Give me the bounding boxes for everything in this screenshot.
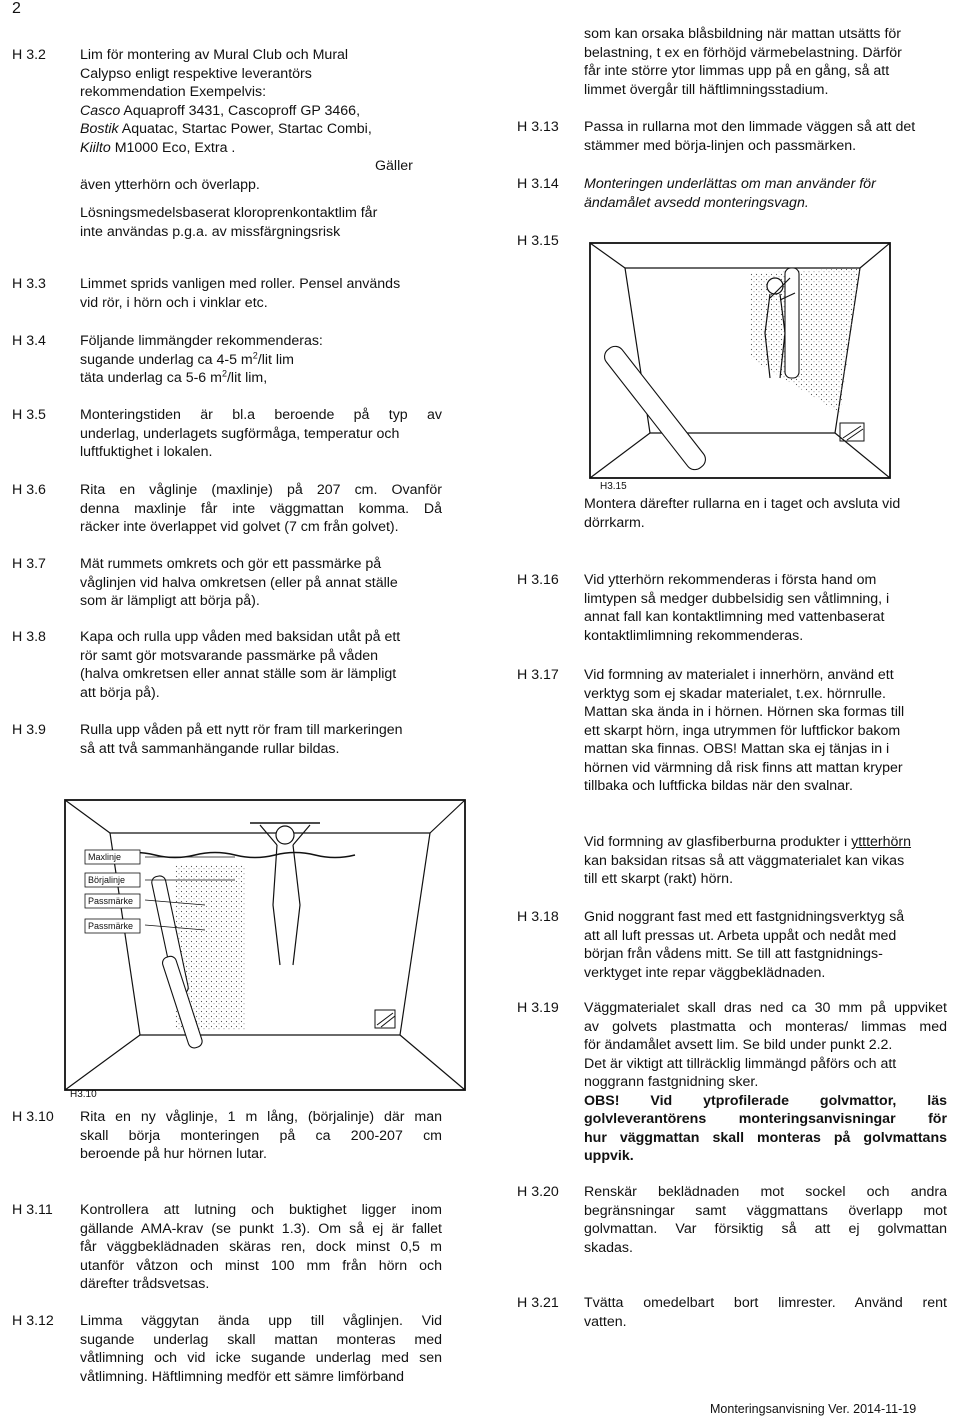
footer-version: Monteringsanvisning Ver. 2014-11-19 (710, 1402, 917, 1416)
section-label-h312: H 3.12 (12, 1313, 54, 1329)
section-h321-text: Tvätta omedelbart bort limrester. Använd rent vatten. (584, 1295, 947, 1330)
section-h311-text: Kontrollera att lutning och buktighet ligger inom gällande AMA-krav (se punkt 1.3). Om så ej är fallet får väggbeklädnaden skäras ren, dock minst 0,5 m utanför våtzon och minst 100 mm från hörn och därefter trådsvetsas. (80, 1202, 442, 1292)
section-label-h34: H 3.4 (12, 333, 46, 349)
fig310-label-passmarke-2: Passmärke (88, 921, 134, 931)
section-h33-text: Limmet sprids vanligen med roller. Pensel används vid rör, i hörn och i vinklar etc. (80, 276, 401, 311)
page-number: 2 (12, 0, 21, 17)
section-label-h318: H 3.18 (517, 909, 559, 925)
section-label-h32: H 3.2 (12, 47, 46, 63)
section-label-h39: H 3.9 (12, 722, 46, 738)
section-label-h317: H 3.17 (517, 667, 559, 683)
glasfiber-text: Vid formning av glasfiberburna produkter i yttterhörn kan baksidan ritsas så att väggmaterialet kan vikas till ett skarpt (rakt) hörn. (584, 834, 912, 887)
section-h39-text: Rulla upp våden på ett nytt rör fram till markeringen så att två sammanhängande rullar bildas. (80, 722, 403, 757)
fig310-label-maxlinje: Maxlinje (88, 852, 122, 862)
section-label-h320: H 3.20 (517, 1184, 559, 1200)
section-label-h316: H 3.16 (517, 572, 559, 588)
section-label-h313: H 3.13 (517, 119, 559, 135)
section-h319-text: Väggmaterialet skall dras ned ca 30 mm på uppviket av golvets plastmatta och monteras/ limmas med för ändamålet avsett lim. Se bild under punkt 2.2. Det är viktigt att tillräcklig limmängd påförs och att noggrann fastgnidning sker. OBS! Vid ytprofilerade golvmattor, läs golvleverantörens monteringsanvisningar för hur väggmattan skall monteras på golvmattans uppvik. (584, 1000, 947, 1164)
section-h316-text: Vid ytterhörn rekommenderas i första hand om limtypen så medger dubbelsidig sen våtlimning, i annat fall kan kontaktlimning med vattenbaserat kontaktlimlimning rekommenderas. (584, 572, 890, 644)
continued-text: som kan orsaka blåsbildning när mattan utsätts för belastning, t ex en förhöjd värmebelastning. Därför får inte större ytor limmas upp på en gång, så att limmet övergår till häftlimningsstadium. (584, 26, 902, 98)
section-h310-text: Rita en ny våglinje, 1 m lång, (börjalinje) där man skall börja monteringen på ca 200-207 cm beroende på hur hörnen lutar. (80, 1109, 442, 1162)
section-label-h33: H 3.3 (12, 276, 46, 292)
section-label-h319: H 3.19 (517, 1000, 559, 1016)
section-h34-text: Följande limmängder rekommenderas: sugande underlag ca 4-5 $m^2$/lit lim täta underlag ca 5-6 $m^2$/lit lim, (80, 333, 323, 386)
section-label-h321: H 3.21 (517, 1295, 559, 1311)
section-h38-text: Kapa och rulla upp våden med baksidan utåt på ett rör samt gör motsvarande passmärke på våden (halva omkretsen eller annat ställe som är lämpligt att börja på). (80, 629, 401, 701)
section-label-h314: H 3.14 (517, 176, 559, 192)
section-label-h37: H 3.7 (12, 556, 46, 572)
section-h35-text: Monteringstiden är bl.a beroende på typ av underlag, underlagets sugförmåga, temperatur och luftfuktighet i lokalen. (80, 407, 442, 460)
section-h314-text: Monteringen underlättas om man använder för ändamålet avsedd monteringsvagn. (584, 176, 876, 211)
section-label-h310: H 3.10 (12, 1109, 54, 1125)
section-h32-text: Lim för montering av Mural Club och Mural Calypso enligt respektive leverantörs rekommendation Exempelvis: Casco Aquaproff 3431, Cascoproff GP 3466, Bostik Aquatac, Startac Power, Startac Combi, Kiilto M1000 Eco, Extra . Gäller även ytterhörn och överlapp. Lösningsmedelsbaserat kloroprenkontaktlim får inte användas p.g.a. av missfärgningsrisk (80, 47, 413, 240)
section-h37-text: Mät rummets omkrets och gör ett passmärke på våglinjen vid halva omkretsen (eller på annat ställe som är lämpligt att börja på). (80, 556, 398, 609)
section-h320-text: Renskär beklädnaden mot sockel och andra begränsningar samt väggmattans överlapp mot golvmattan. Var försiktig så att ej golvmattan skadas. (584, 1184, 947, 1256)
section-h313-text: Passa in rullarna mot den limmade väggen så att det stämmer med börja-linjen och passmärken. (584, 119, 916, 154)
fig310-label-passmarke-1: Passmärke (88, 896, 134, 906)
section-h312-text: Limma väggytan ända upp till våglinjen. Vid sugande underlag skall mattan monteras med våtlimning och vid icke sugande underlag med sen våtlimning. Häftlimning medför ett sämre limförband (80, 1313, 442, 1385)
section-label-h38: H 3.8 (12, 629, 46, 645)
section-h36-text: Rita en våglinje (maxlinje) på 207 cm. Ovanför denna maxlinje får inte väggmattan komma. Då räcker inte överlappet vid golvet (7 cm från golvet). (80, 482, 442, 535)
section-label-h315: H 3.15 (517, 233, 559, 249)
figure-h310-caption: H3.10 (70, 1089, 97, 1100)
section-label-h35: H 3.5 (12, 407, 46, 423)
section-h317-text: Vid formning av materialet i innerhörn, använd ett verktyg som ej skadar materialet, t.ex. hörnrulle. Mattan ska ända in i hörnen. Hörnen ska formas till ett skarpt hörn, inga utrymmen för luftfickor bakom mattan ska finnas. OBS! Mattan ska ej tänjas in i hörnen vid värmning då risk finns att mattan kryper tillbaka och luftficka bildas när den svalnar. (584, 667, 905, 794)
section-h318-text: Gnid noggrant fast med ett fastgnidningsverktyg så att all luft pressas ut. Arbeta uppåt och nedåt med början från vådens mitt. Se till att fastgnidnings- verktyget inte repar väggbeklädnaden. (584, 909, 905, 981)
figure-h315-caption: H3.15 (600, 481, 627, 492)
figure-h310-illustration (55, 795, 475, 1095)
figure-h315-illustration (585, 238, 895, 483)
section-label-h311: H 3.11 (12, 1202, 53, 1218)
section-label-h36: H 3.6 (12, 482, 46, 498)
fig310-label-borjalinje: Börjalinje (88, 875, 126, 885)
figure-h315-text: Montera därefter rullarna en i taget och avsluta vid dörrkarm. (584, 496, 901, 531)
